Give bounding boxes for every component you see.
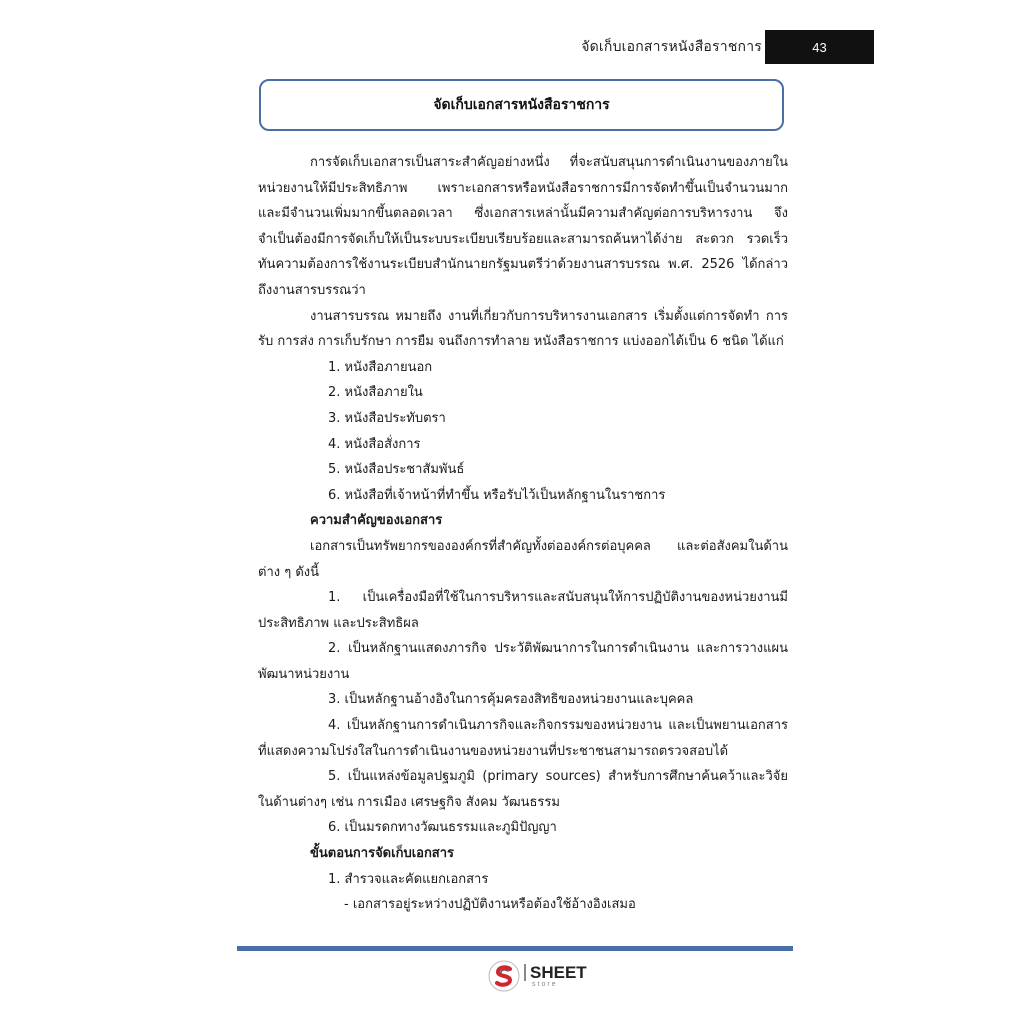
footer-rule xyxy=(237,946,793,951)
list-item: 5. เป็นแหล่งข้อมูลปฐมภูมิ (primary sources) สำหรับการศึกษาค้นคว้าและวิจัยในด้านต่างๆ เช่น การเมือง เศรษฐกิจ สังคม วัฒนธรรม xyxy=(258,769,788,810)
list-item: 3. หนังสือประทับตรา xyxy=(328,410,446,426)
paragraph-importance: เอกสารเป็นทรัพยากรขององค์กรที่สำคัญทั้งต่อองค์กรต่อบุคคล และต่อสังคมในด้านต่าง ๆ ดังนี้ xyxy=(258,538,788,580)
list-item: 1. หนังสือภายนอก xyxy=(328,359,433,375)
step-item: 1. สำรวจและคัดแยกเอกสาร xyxy=(328,871,489,887)
section-heading-importance: ความสำคัญของเอกสาร xyxy=(310,513,443,529)
section-heading-steps: ขั้นตอนการจัดเก็บเอกสาร xyxy=(310,846,455,862)
list-item: 3. เป็นหลักฐานอ้างอิงในการคุ้มครองสิทธิของหน่วยงานและบุคคล xyxy=(328,692,694,708)
list-item: 5. หนังสือประชาสัมพันธ์ xyxy=(328,462,465,478)
list-item: 2. หนังสือภายใน xyxy=(328,385,423,401)
sheet-store-logo xyxy=(488,960,587,992)
list-item: 6. เป็นมรดกทางวัฒนธรรมและภูมิปัญญา xyxy=(328,820,557,836)
logo-subtext: store xyxy=(532,981,558,988)
page-title: จัดเก็บเอกสารหนังสือราชการ xyxy=(433,97,610,113)
running-header-title: จัดเก็บเอกสารหนังสือราชการ xyxy=(581,39,762,55)
title-box xyxy=(259,79,784,131)
page-number-box xyxy=(765,30,874,64)
logo-wordmark: SHEET xyxy=(524,964,587,981)
document-body xyxy=(258,150,788,918)
list-item: 4. หนังสือสั่งการ xyxy=(328,436,421,452)
list-item: 1. เป็นเครื่องมือที่ใช้ในการบริหารและสนับสนุนให้การปฏิบัติงานของหน่วยงานมีประสิทธิภาพ และประสิทธิผล xyxy=(258,590,788,631)
page-number: 43 xyxy=(812,39,827,55)
list-item: 2. เป็นหลักฐานแสดงภารกิจ ประวัติพัฒนาการในการดำเนินงาน และการวางแผนพัฒนาหน่วยงาน xyxy=(258,641,788,682)
list-item: 4. เป็นหลักฐานการดำเนินภารกิจและกิจกรรมของหน่วยงาน และเป็นพยานเอกสารที่แสดงความโปร่งใสในการดำเนินงานของหน่วยงานที่ประชาชนสามารถตรวจสอบได้ xyxy=(258,718,788,759)
step-sub-item: - เอกสารอยู่ระหว่างปฏิบัติงานหรือต้องใช้อ้างอิงเสมอ xyxy=(344,897,636,913)
list-item: 6. หนังสือที่เจ้าหน้าที่ทำขึ้น หรือรับไว้เป็นหลักฐานในราชการ xyxy=(328,487,666,503)
paragraph-intro: การจัดเก็บเอกสารเป็นสาระสำคัญอย่างหนึ่ง ที่จะสนับสนุนการดำเนินงานของภายในหน่วยงานให้มีประสิทธิภาพ เพราะเอกสารหรือหนังสือราชการมีการจัดทำขึ้นเป็นจำนวนมาก และมีจำนวนเพิ่มมากขึ้นตลอดเวลา ซึ่งเอกสารเหล่านั้นมีความสำคัญต่อการบริหารงาน จึงจำเป็นต้องมีการจัดเก็บให้เป็นระบบระเบียบเรียบร้อยและสามารถค้นหาได้ง่าย สะดวก รวดเร็ว ทันความต้องการใช้งานระเบียบสำนักนายกรัฐมนตรีว่าด้วยงานสารบรรณ พ.ศ. 2526 ได้กล่าวถึงงานสารบรรณว่า xyxy=(258,155,788,298)
paragraph-definition: งานสารบรรณ หมายถึง งานที่เกี่ยวกับการบริหารงานเอกสาร เริ่มตั้งแต่การจัดทำ การรับ การส่ง การเก็บรักษา การยืม จนถึงการทำลาย หนังสือราชการ แบ่งออกได้เป็น 6 ชนิด ได้แก่ xyxy=(258,308,788,350)
sheet-store-logo-icon xyxy=(488,960,520,992)
